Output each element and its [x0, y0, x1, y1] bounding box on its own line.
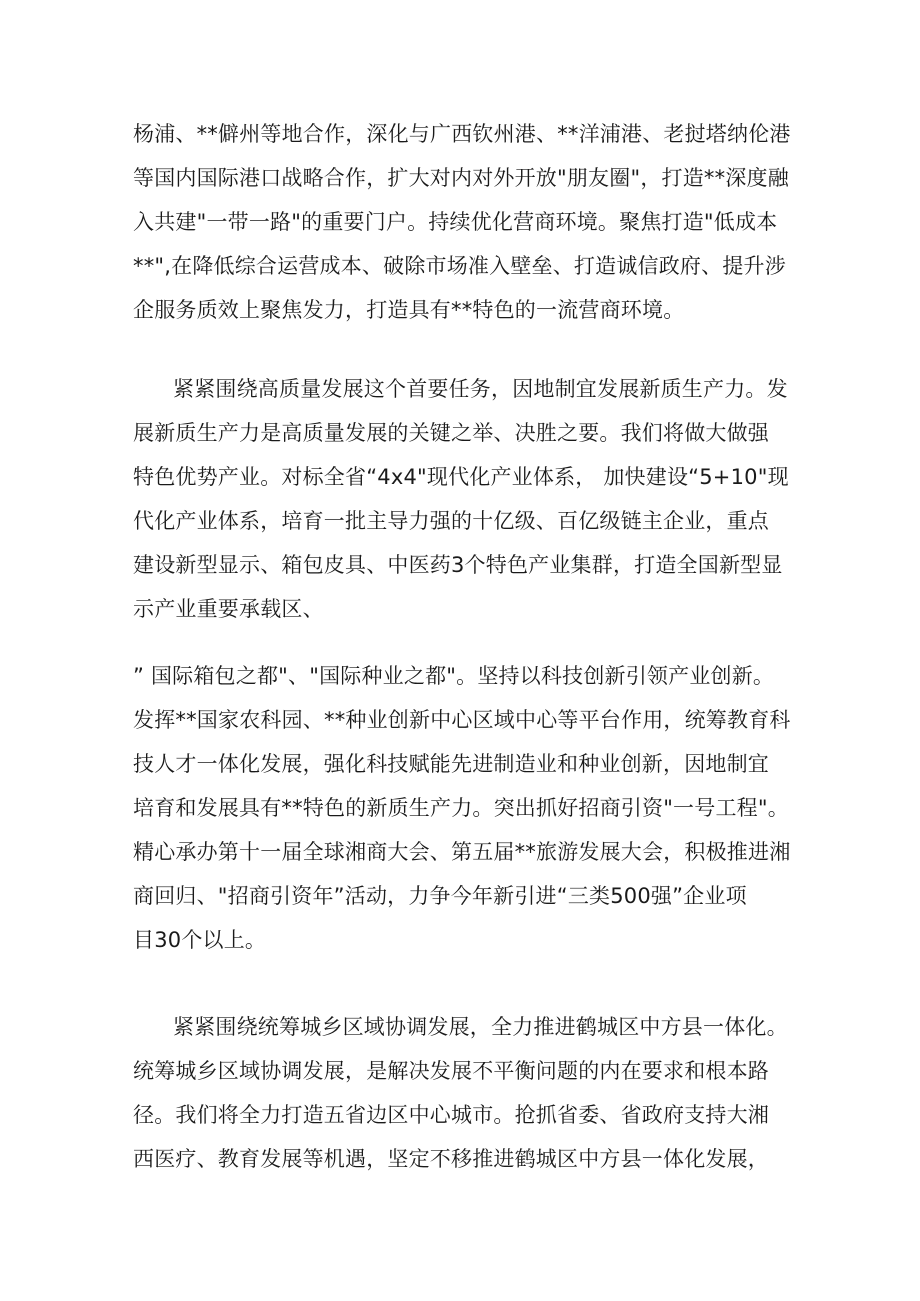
paragraph-line: 建设新型显示、箱包皮具、中医药3个特色产业集群，打造全国新型显 — [133, 553, 783, 577]
paragraph-line: **",在降低综合运营成本、破除市场准入壁垒、打造诚信政府、提升涉 — [133, 254, 786, 278]
paragraph-line: 培育和发展具有**特色的新质生产力。突出抓好招商引资"一号工程"。 — [133, 796, 789, 820]
paragraph-line: 紧紧围绕统筹城乡区域协调发展，全力推进鹤城区中方县一体化。 — [173, 1015, 788, 1039]
paragraph-line: 示产业重要承载区、 — [133, 597, 324, 621]
paragraph-line: 入共建"一带一路"的重要门户。持续优化营商环境。聚焦打造"低成本 — [133, 210, 778, 234]
paragraph-3 — [133, 654, 813, 962]
paragraph-line: 企服务质效上聚焦发力，打造具有**特色的一流营商环境。 — [133, 298, 685, 322]
paragraph-line: 代化产业体系，培育一批主导力强的十亿级、百亿级链主企业，重点 — [133, 509, 769, 533]
paragraph-line: 紧紧围绕高质量发展这个首要任务，因地制宜发展新质生产力。发 — [173, 377, 788, 401]
paragraph-line: 目30个以上。 — [133, 928, 267, 952]
paragraph-line: 特色优势产业。对标全省“4x4"现代化产业体系， 加快建设“5+10"现 — [133, 465, 789, 489]
paragraph-line: 等国内国际港口战略合作，扩大对内对外开放"朋友圈"，打造**深度融 — [133, 166, 789, 190]
paragraph-2 — [133, 367, 813, 631]
paragraph-line: 商回归、"招商引资年”活动，力争今年新引进“三类500强”企业项 — [133, 884, 747, 908]
paragraph-1 — [133, 112, 813, 332]
paragraph-line: 发挥**国家农科园、**种业创新中心区域中心等平台作用，统筹教育科 — [133, 708, 791, 732]
paragraph-4 — [133, 1005, 813, 1181]
paragraph-line: 西医疗、教育发展等机遇，坚定不移推进鹤城区中方县一体化发展， — [133, 1147, 769, 1171]
paragraph-line: 统筹城乡区域协调发展，是解决发展不平衡问题的内在要求和根本路 — [133, 1059, 769, 1083]
paragraph-line: ” 国际箱包之都"、"国际种业之都"。坚持以科技创新引领产业创新。 — [133, 664, 775, 688]
paragraph-line: 杨浦、**僻州等地合作，深化与广西钦州港、**洋浦港、老挝塔纳伦港 — [133, 122, 791, 146]
paragraph-line: 精心承办第十一届全球湘商大会、第五届**旅游发展大会，积极推进湘 — [133, 840, 791, 864]
paragraph-line: 径。我们将全力打造五省边区中心城市。抢抓省委、省政府支持大湘 — [133, 1103, 769, 1127]
paragraph-line: 展新质生产力是高质量发展的关键之举、决胜之要。我们将做大做强 — [133, 421, 769, 445]
paragraph-line: 技人才一体化发展，强化科技赋能先进制造业和种业创新，因地制宜 — [133, 752, 769, 776]
